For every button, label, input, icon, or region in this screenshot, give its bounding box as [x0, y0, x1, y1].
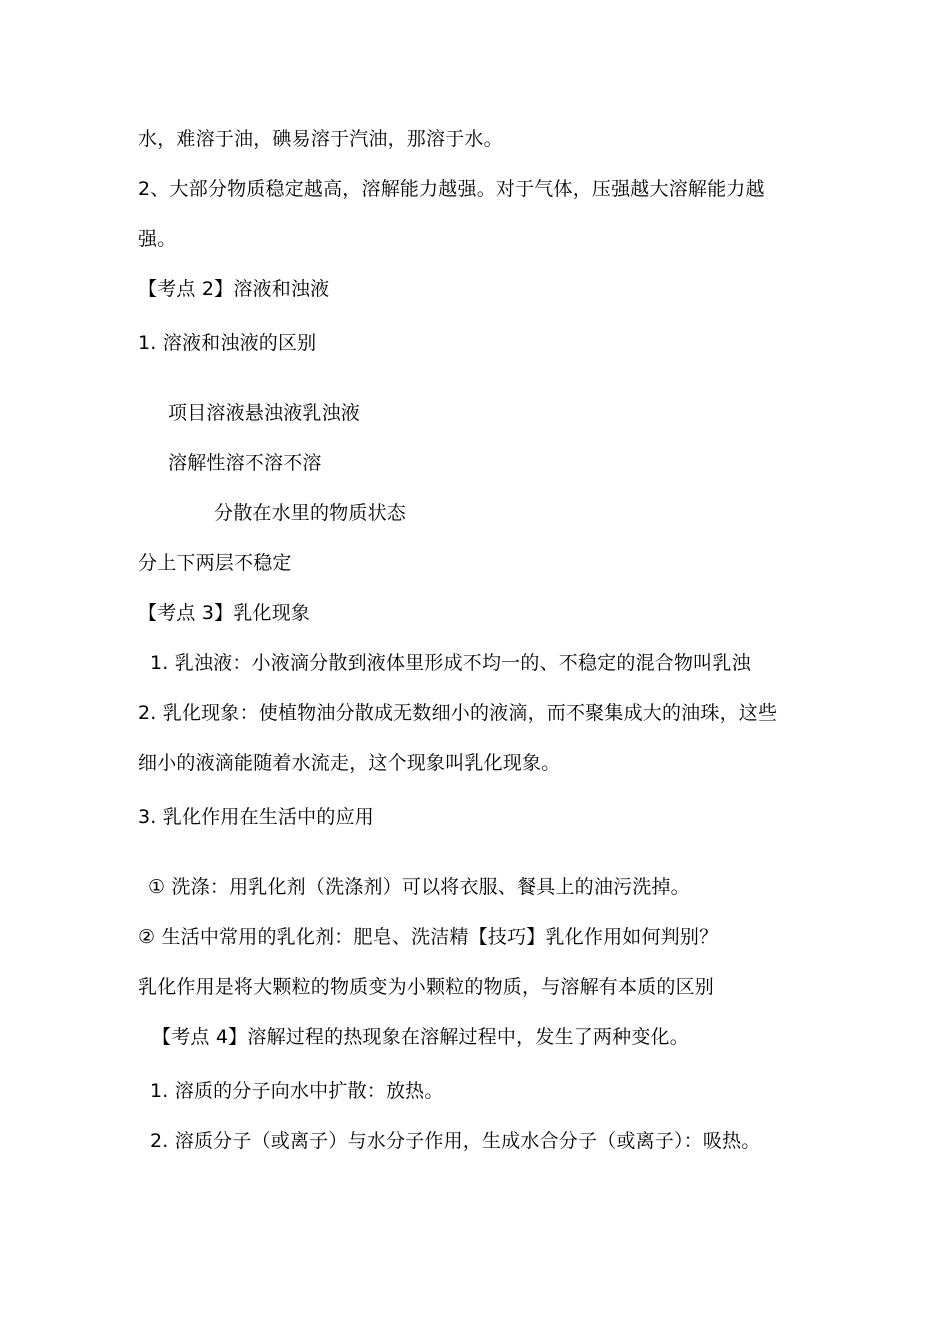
table-row: 项目溶液悬浊液乳浊液 [168, 402, 361, 424]
list-item: ② 生活中常用的乳化剂：肥皂、洗洁精【技巧】乳化作用如何判别？ [138, 926, 719, 948]
list-item: 2. 溶质分子（或离子）与水分子作用，生成水合分子（或离子）：吸热。 [150, 1130, 761, 1152]
paragraph-line: 强。 [138, 228, 177, 250]
section-heading: 【考点 2】溶液和浊液 [138, 278, 330, 300]
list-item: 1. 乳浊液：小液滴分散到液体里形成不均一的、不稳定的混合物叫乳浊 [150, 652, 751, 674]
paragraph-line: 2、大部分物质稳定越高，溶解能力越强。对于气体，压强越大溶解能力越 [138, 178, 765, 200]
list-item: 2. 乳化现象：使植物油分散成无数细小的液滴，而不聚集成大的油珠，这些 [138, 702, 778, 724]
list-item: 3. 乳化作用在生活中的应用 [138, 806, 374, 828]
table-row: 溶解性溶不溶不溶 [168, 452, 322, 474]
paragraph-line: 水，难溶于油，碘易溶于汽油，那溶于水。 [138, 128, 503, 150]
table-row: 分散在水里的物质状态 [214, 502, 407, 524]
list-item: ① 洗涤：用乳化剂（洗涤剂）可以将衣服、餐具上的油污洗掉。 [148, 876, 690, 898]
table-row: 分上下两层不稳定 [138, 552, 292, 574]
list-item: 1. 溶液和浊液的区别 [138, 332, 317, 354]
paragraph-line: 乳化作用是将大颗粒的物质变为小颗粒的物质，与溶解有本质的区别 [138, 976, 715, 998]
paragraph-line: 细小的液滴能随着水流走，这个现象叫乳化现象。 [138, 752, 561, 774]
list-item: 1. 溶质的分子向水中扩散：放热。 [150, 1080, 444, 1102]
section-heading: 【考点 4】溶解过程的热现象在溶解过程中，发生了两种变化。 [152, 1026, 689, 1048]
section-heading: 【考点 3】乳化现象 [138, 602, 311, 624]
